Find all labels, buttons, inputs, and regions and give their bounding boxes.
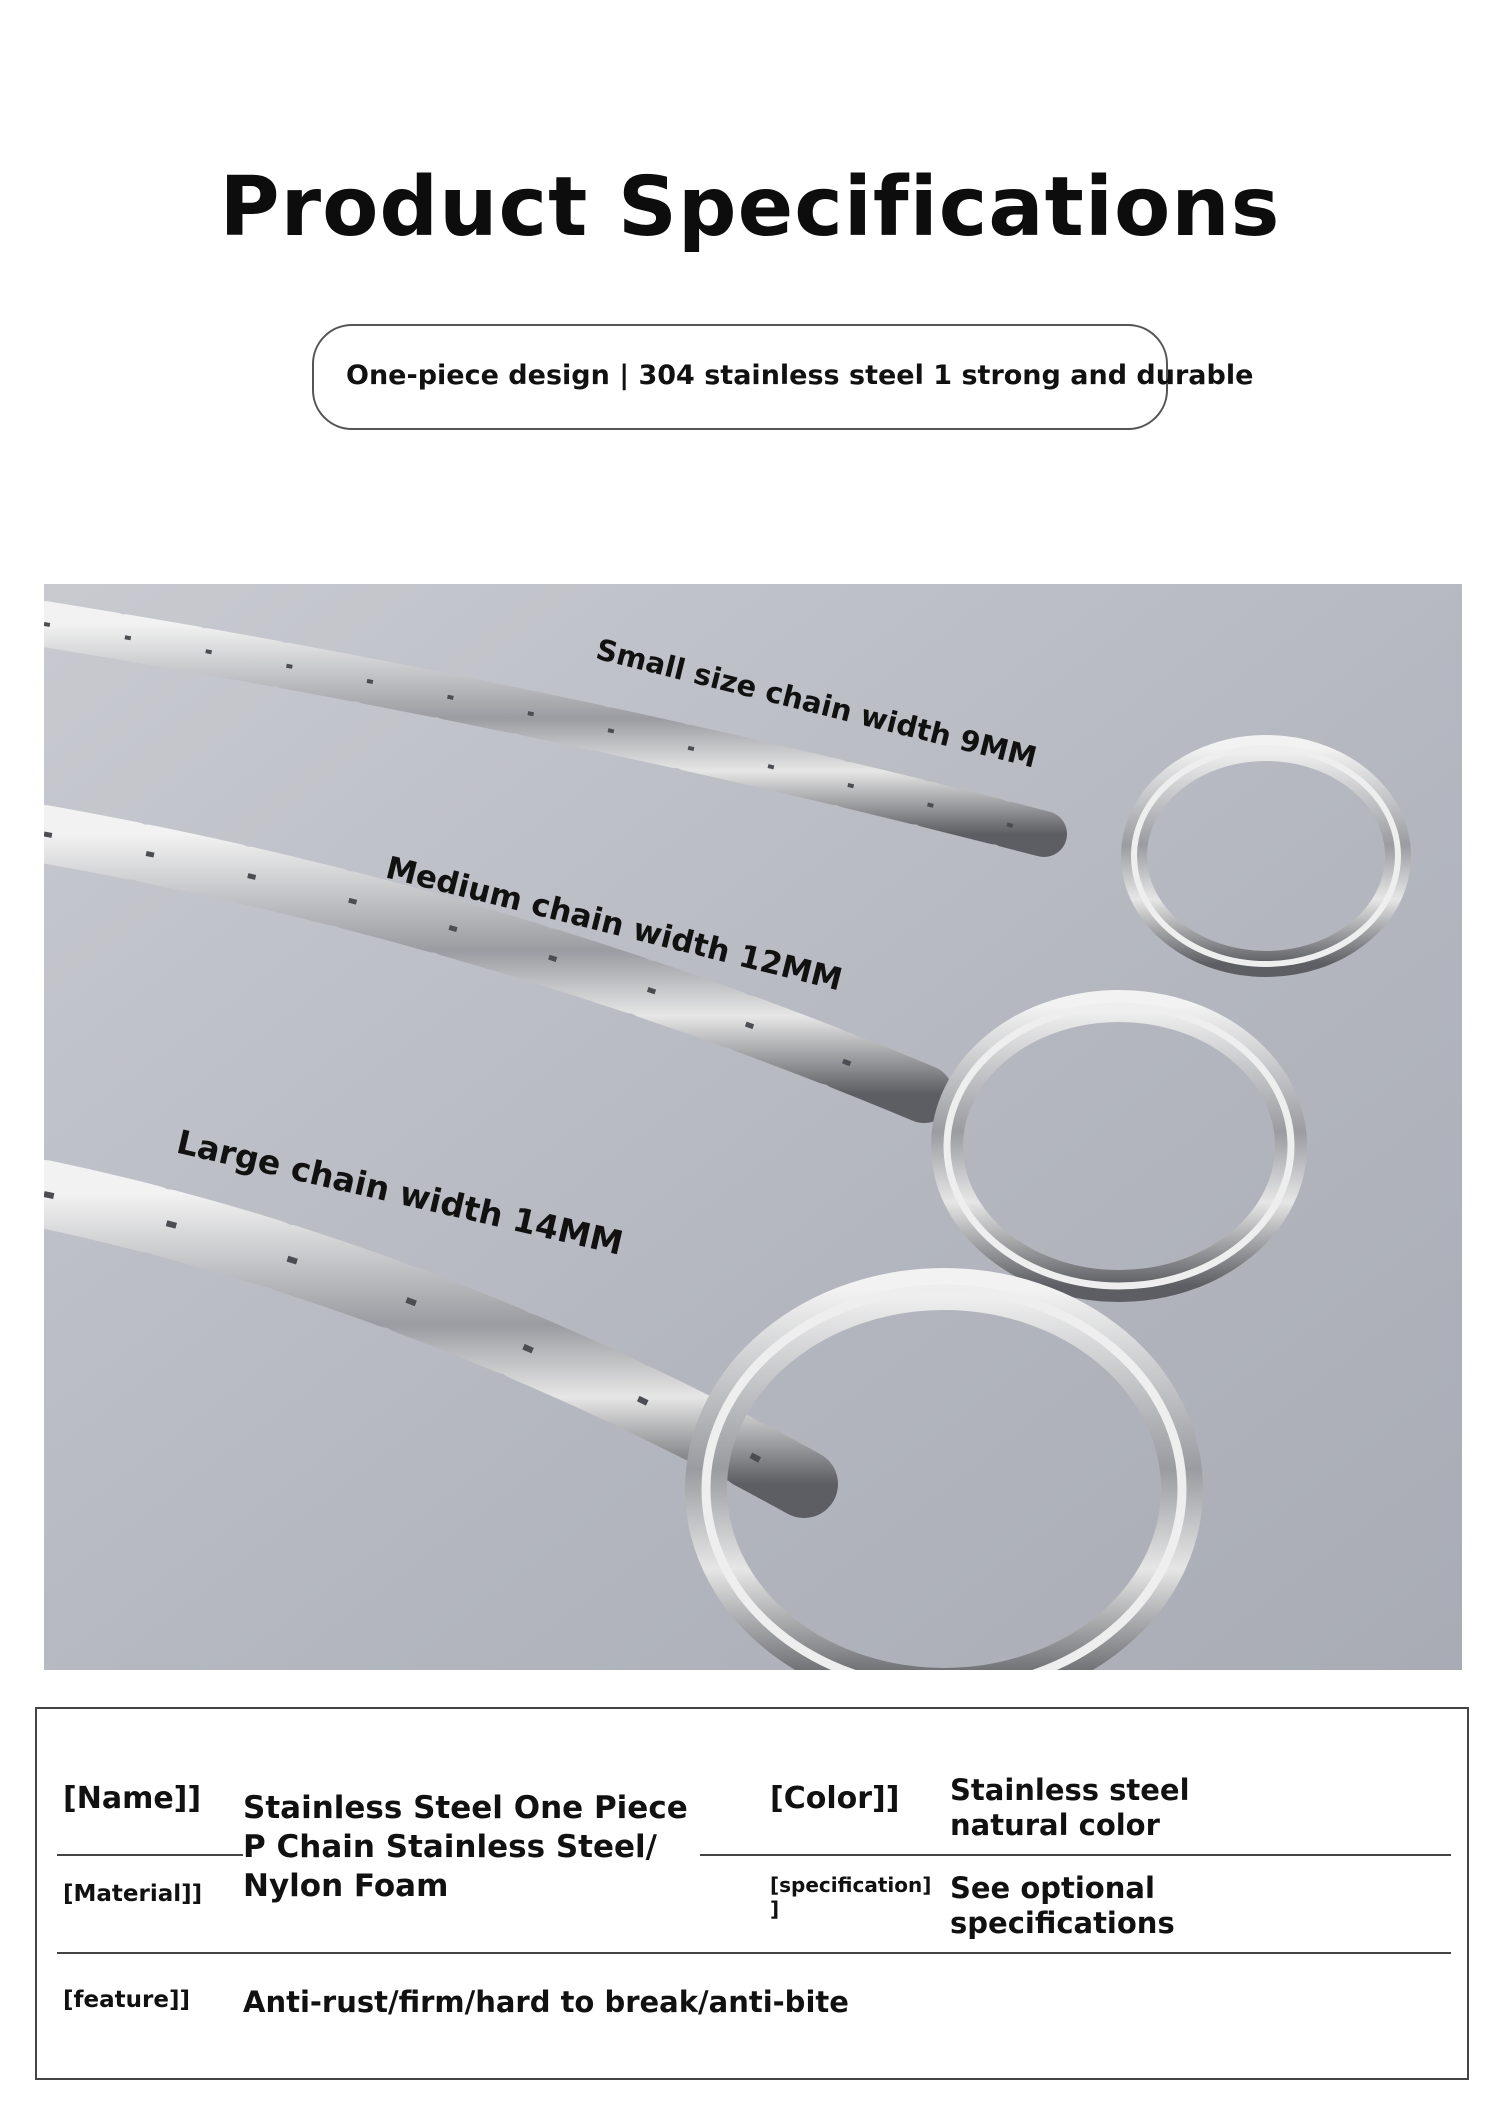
material-label: [Material]] xyxy=(63,1881,203,1907)
color-value xyxy=(950,1773,1190,1843)
color-value-line: Stainless steel xyxy=(950,1773,1190,1807)
name-value-line: P Chain Stainless Steel/ xyxy=(243,1829,657,1865)
medium-chain-label: Medium chain width 12MM xyxy=(382,850,846,999)
row-divider xyxy=(57,1952,1451,1954)
feature-label: [feature]] xyxy=(63,1987,190,2013)
specification-label xyxy=(770,1873,931,1921)
tagline-text: One-piece design | 304 stainless steel 1 strong and durable xyxy=(346,360,1254,391)
name-label: [Name]] xyxy=(63,1781,202,1816)
name-value-line: Nylon Foam xyxy=(243,1868,449,1904)
spec-table xyxy=(35,1707,1469,2080)
color-label: [Color]] xyxy=(770,1781,900,1816)
page-title: Product Specifications xyxy=(219,160,1281,255)
specification-label-line: [specification] xyxy=(770,1873,932,1897)
specification-value-line: specifications xyxy=(950,1906,1175,1940)
chain-illustration xyxy=(44,584,1462,1670)
small-chain-label: Small size chain width 9MM xyxy=(592,632,1041,775)
specification-label-line: ] xyxy=(770,1897,780,1921)
large-chain-label: Large chain width 14MM xyxy=(173,1122,627,1263)
product-photo xyxy=(44,584,1462,1670)
name-value-line: Stainless Steel One Piece xyxy=(243,1790,688,1826)
feature-value: Anti-rust/firm/hard to break/anti-bite xyxy=(243,1985,849,2019)
name-value xyxy=(243,1789,700,1906)
color-value-line: natural color xyxy=(950,1808,1160,1842)
tagline-banner xyxy=(312,324,1254,430)
specification-value-line: See optional xyxy=(950,1871,1155,1905)
specification-value xyxy=(950,1871,1175,1941)
